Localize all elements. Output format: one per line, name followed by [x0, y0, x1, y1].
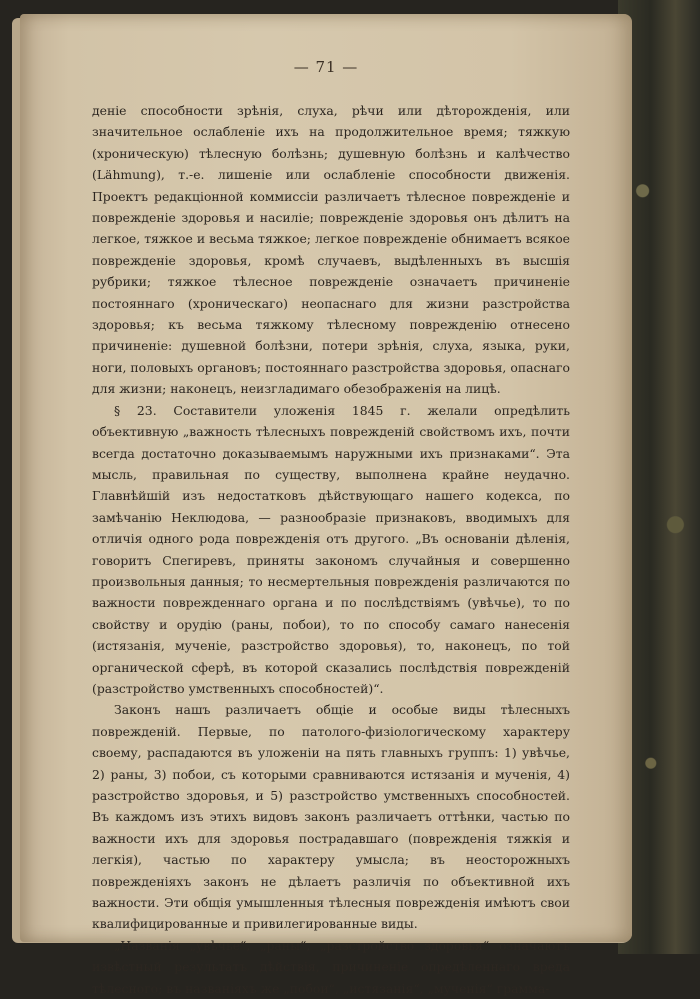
paragraph-2: § 23. Составители уложенія 1845 г. желали опредѣлить объективную „важность тѣлесныхъ поврежденій свойствомъ ихъ, почти всегда достаточно доказываемымъ наружными ихъ признаками“. Эта мысль, правильная по существу, выполнена крайне неудачно. Главнѣйшій изъ недостатковъ дѣйствующаго нашего кодекса, по замѣчанію Неклюдова, — разнообразіе признаковъ, вводимыхъ для отличія одного рода поврежденія отъ другого. „Въ основаніи дѣленія, говоритъ Спегиревъ, приняты закономъ случайныя и совершенно произвольныя данныя; то несмертельныя поврежденія различаются по важности поврежденнаго органа и по послѣдствіямъ (увѣчье), то по свойству и орудію (раны, побои), то по способу самаго нанесенія (истязанія, мученіе, разстройство здоровья), то, наконецъ, по той органической сферѣ, въ которой сказались послѣдствія поврежденій (разстройство умственныхъ способностей)“. [92, 402, 570, 696]
paragraph-3: Законъ нашъ различаетъ общіе и особые виды тѣлесныхъ поврежденій. Первые, по патолого-физіологическому характеру своему, распадаются въ уложеніи на пять главныхъ группъ: 1) увѣчье, 2) раны, 3) побои, съ которыми сравниваются истязанія и мученія, 4) разстройство здоровья, и 5) разстройство умственныхъ способностей. Въ каждомъ изъ этихъ видовъ законъ различаетъ оттѣнки, частью по важности ихъ для здоровья пострадавшаго (поврежденія тяжкія и легкія), частью по характеру умысла; въ неосторожныхъ поврежденіяхъ законъ не дѣлаетъ различія по объективной ихъ важности. Эти общія умышленныя тѣлесныя поврежденія имѣютъ свои квалифицированные и привилегированные виды. [92, 702, 570, 932]
paragraph-1: деніе способности зрѣнія, слуха, рѣчи или дѣторожденія, или значительное ослабленіе ихъ на продолжительное время; тяжкую (хроническую) тѣлесную болѣзнь; душевную болѣзнь и калѣчество (Lähmung), т.-е. лишеніе или ослабленіе способности движенія. Проектъ редакціонной коммиссіи различаетъ тѣлесное поврежденіе и поврежденіе здоровья и насиліе; поврежденіе здоровья онъ дѣлитъ на легкое, тяжкое и весьма тяжкое; легкое поврежденіе обнимаетъ всякое поврежденіе здоровья, кромѣ случаевъ, выдѣленныхъ въ высшія рубрики; тяжкое тѣлесное поврежденіе означаетъ причиненіе постояннаго (хроническаго) неопаснаго для жизни разстройства здоровья; къ весьма тяжкому тѣлесному поврежденію отнесено причиненіе: душевной болѣзни, потери зрѣнія, слуха, языка, руки, ноги, половыхъ органовъ; постояннаго разстройства здоровья, опаснаго для жизни; наконецъ, неизгладимаго обезображенія на лицѣ. [92, 103, 570, 397]
paragraph-4: „Названія „увѣчье“, „раны“, „разстройство здоровья“ означаютъ извѣстный результатъ дѣйствія, причиненіе опредѣленнаго вреда тѣлесного; въ названіяхъ же „побои“, „истязанія“, „мученія“ грамма- [92, 937, 570, 996]
page-text [92, 100, 570, 999]
page-number: — 71 — [293, 58, 359, 76]
book-page [20, 14, 632, 996]
